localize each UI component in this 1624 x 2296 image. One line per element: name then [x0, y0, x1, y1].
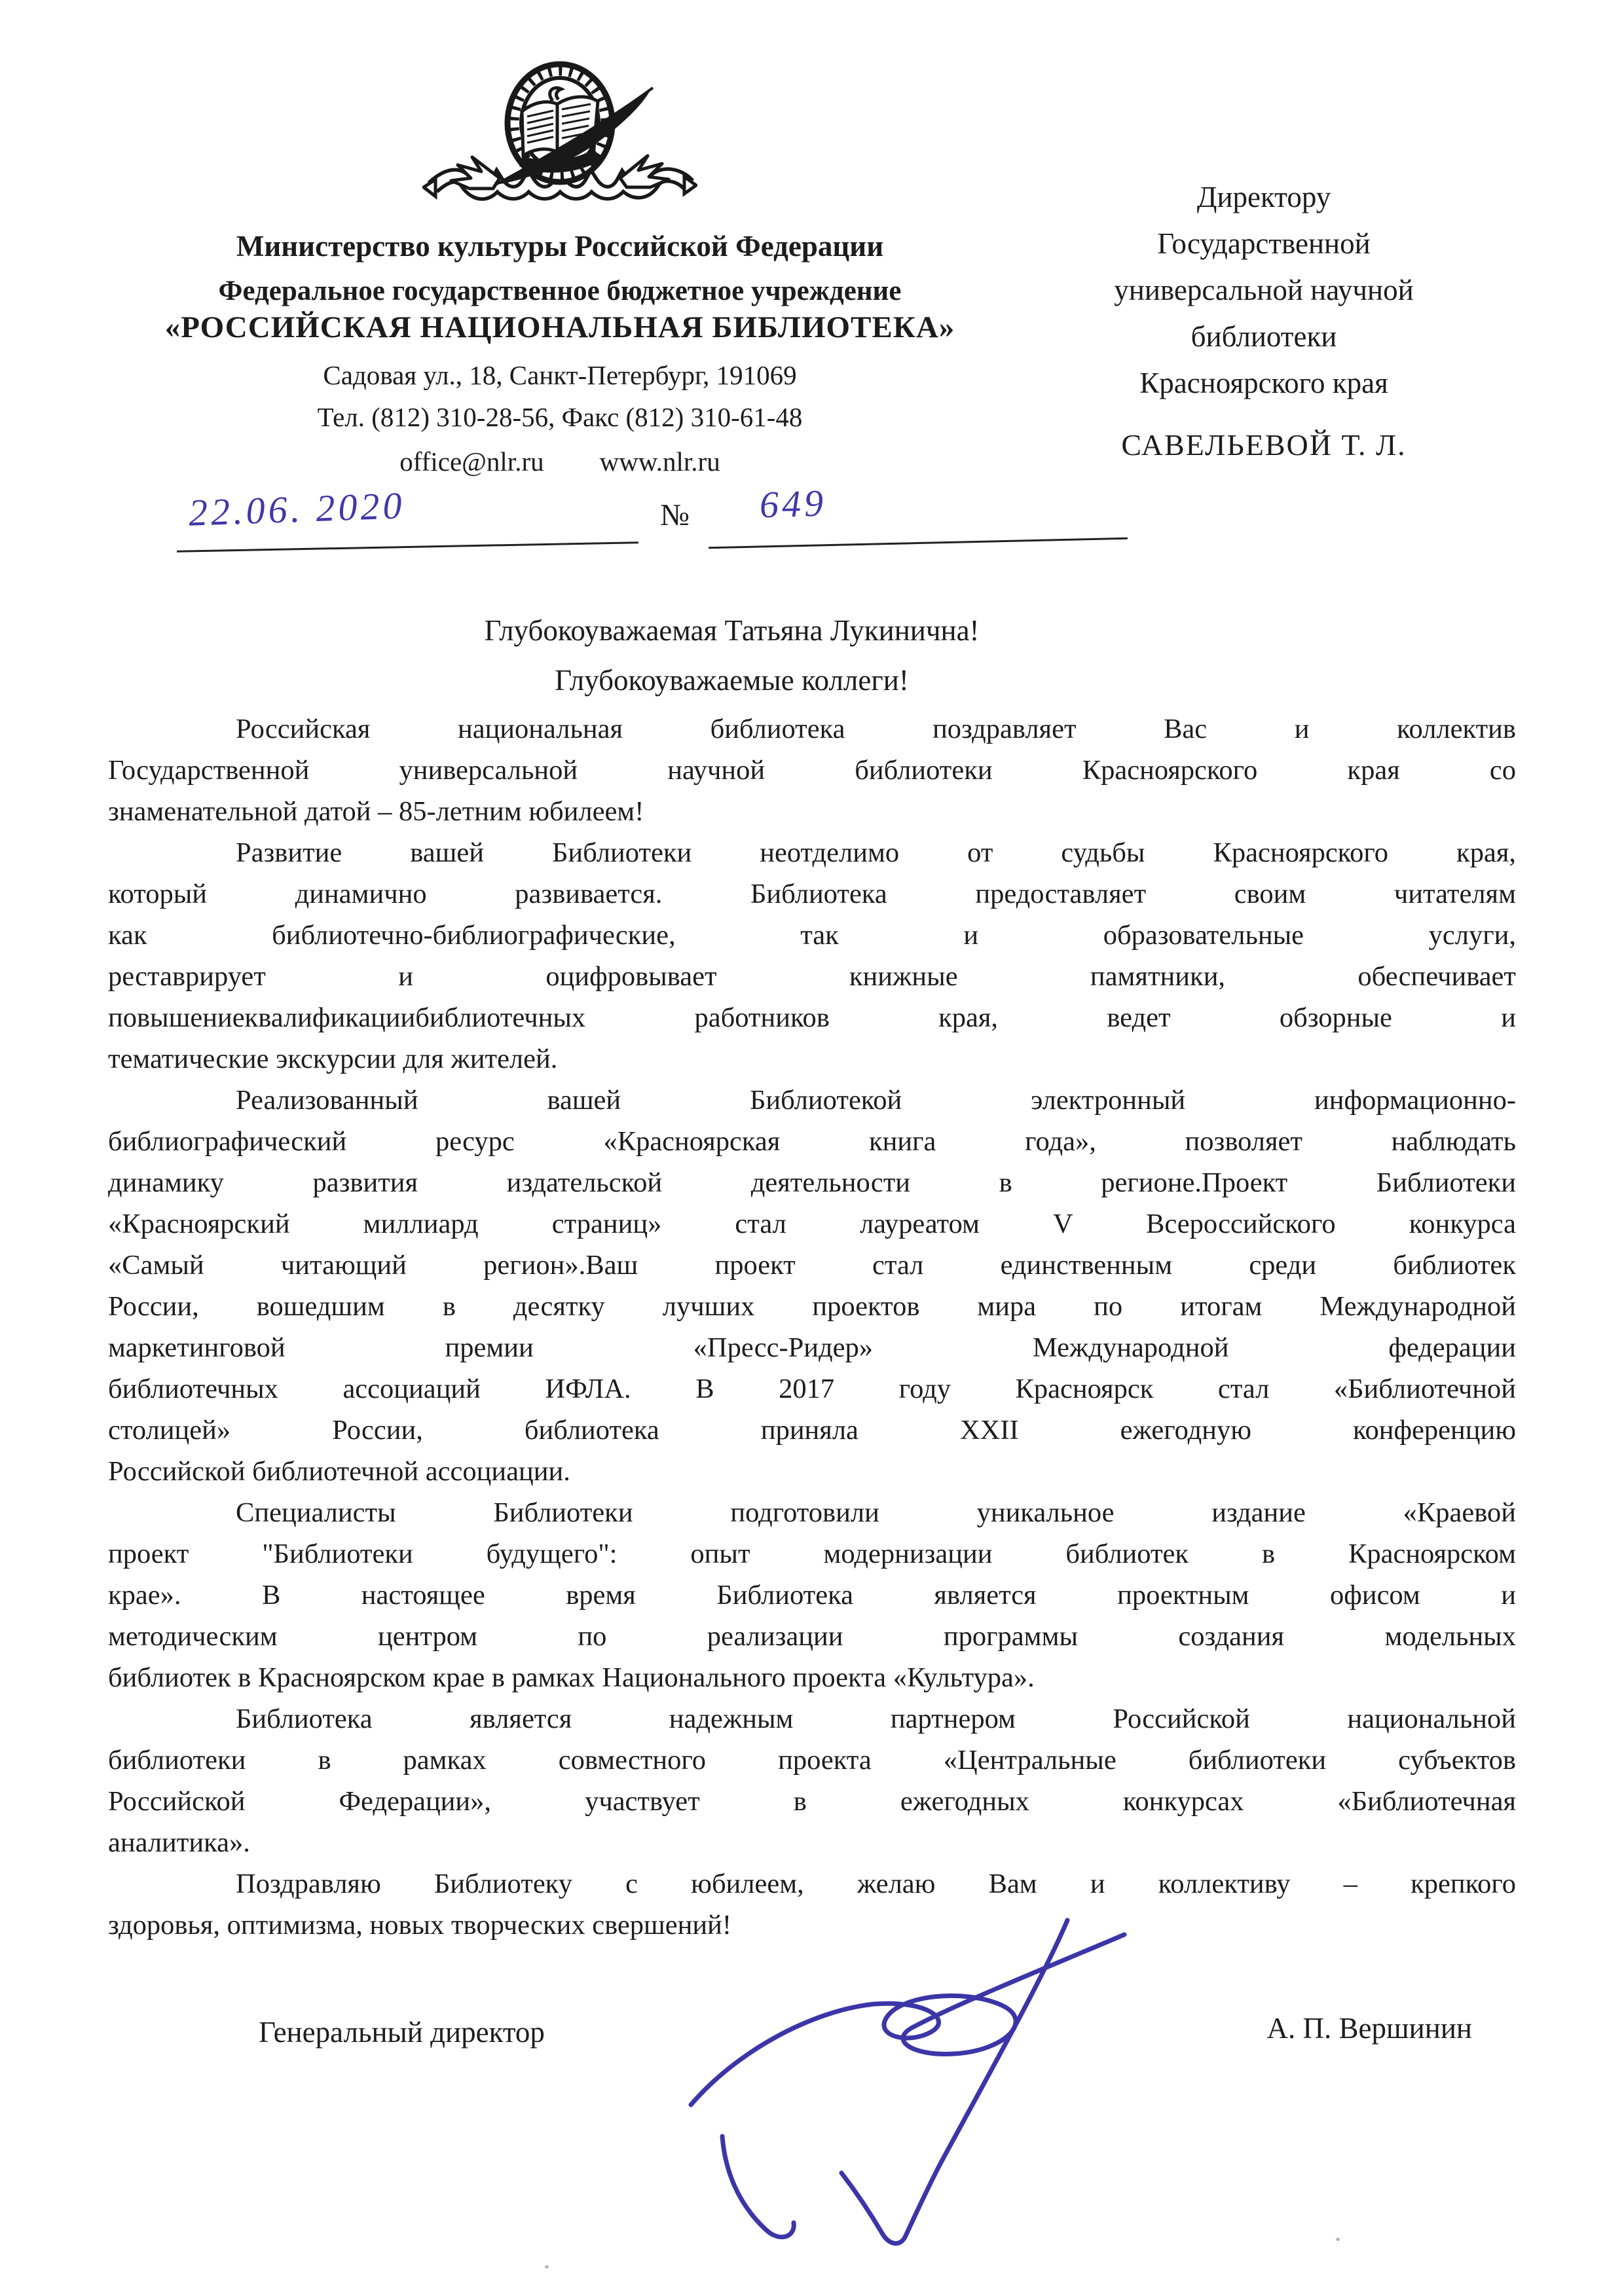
date-underline: [177, 541, 638, 553]
salutation: [108, 606, 1356, 705]
body-line: Специалисты Библиотеки подготовили уникальное издание «Краевой: [236, 1497, 1516, 1528]
paragraph: [108, 1492, 1516, 1698]
number-sign: №: [660, 498, 690, 532]
body-line: динамику развития издательской деятельности в регионе.Проект Библиотеки: [108, 1167, 1516, 1198]
salutation-line-2: Глубокоуважаемые коллеги!: [555, 664, 909, 697]
handwritten-date: 22.06. 2020: [187, 484, 406, 534]
body-line: проект "Библиотеки будущего": опыт модернизации библиотек в Красноярском: [108, 1539, 1516, 1569]
addressee-line: универсальной научной: [1114, 274, 1414, 306]
body-line: Реализованный вашей Библиотекой электронный информационно-: [236, 1085, 1516, 1116]
body-line: России, вошедшим в десятку лучших проектов мира по итогам Международной: [108, 1291, 1516, 1322]
addressee-line: библиотеки: [1190, 320, 1337, 353]
number-underline: [709, 538, 1128, 549]
body-line: тематические экскурсии для жителей.: [108, 1044, 558, 1074]
addressee-line: Государственной: [1157, 227, 1371, 260]
body-line: реставрирует и оцифровывает книжные памятники, обеспечивает: [108, 961, 1516, 992]
body-line: знаменательной датой – 85-летним юбилеем!: [108, 796, 644, 827]
organization-name: «РОССИЙСКАЯ НАЦИОНАЛЬНАЯ БИБЛИОТЕКА»: [164, 310, 955, 344]
signer-position: Генеральный директор: [259, 2016, 545, 2049]
paragraph: [108, 708, 1516, 832]
signer-name: А. П. Вершинин: [1266, 2012, 1472, 2045]
body-line: «Самый читающий регион».Ваш проект стал единственным среди библиотек: [108, 1250, 1516, 1281]
body-line: библиографический ресурс «Красноярская книга года», позволяет наблюдать: [108, 1126, 1516, 1157]
body-line: столицей» России, библиотека приняла XXII ежегодную конференцию: [108, 1415, 1516, 1446]
body-line: крае». В настоящее время Библиотека является проектным офисом и: [108, 1580, 1516, 1611]
body-line: повышениеквалификациибиблиотечных работников края, ведет обзорные и: [108, 1002, 1516, 1033]
ministry-line: Министерство культуры Российской Федерации: [236, 230, 884, 263]
body-line: библиотеки в рамках совместного проекта «Центральные библиотеки субъектов: [108, 1745, 1516, 1776]
body-line: Государственной универсальной научной библиотеки Красноярского края со: [108, 755, 1516, 786]
reference-block: [177, 481, 1133, 564]
addressee-line: Директору: [1196, 181, 1331, 213]
paragraph: [108, 832, 1516, 1080]
institution-line: Федеральное государственное бюджетное учреждение: [218, 276, 902, 306]
scan-artifact-dot: [1336, 2238, 1340, 2241]
salutation-line-1: Глубокоуважаемая Татьяна Лукинична!: [484, 614, 980, 647]
body-line: маркетинговой премии «Пресс-Ридер» Международной федерации: [108, 1332, 1516, 1363]
scan-artifact-dot: [545, 2265, 549, 2269]
body-line: библиотек в Красноярском крае в рамках Национального проекта «Культура».: [108, 1662, 1035, 1693]
paragraph: [108, 1698, 1516, 1863]
body-line: который динамично развивается. Библиотека предоставляет своим читателям: [108, 879, 1516, 909]
addressee-block: [1048, 174, 1480, 462]
website-text: www.nlr.ru: [599, 446, 720, 477]
body-line: Российской библиотечной ассоциации.: [108, 1456, 570, 1487]
body-line: библиотечных ассоциаций ИФЛА. В 2017 году Красноярск стал «Библиотечной: [108, 1374, 1516, 1404]
paragraph: [108, 1080, 1516, 1492]
addressee-line: Красноярского края: [1139, 367, 1388, 399]
contacts-line: [105, 446, 1015, 477]
body-line: Библиотека является надежным партнером Российской национальной: [236, 1704, 1516, 1734]
body-line: Российской Федерации», участвует в ежегодных конкурсах «Библиотечная: [108, 1786, 1516, 1817]
letter-body: [108, 708, 1516, 1946]
letterhead: [105, 58, 1015, 477]
phone-fax-line: Тел. (812) 310-28-56, Факс (812) 310-61-48: [317, 402, 803, 432]
body-line: аналитика».: [108, 1827, 250, 1858]
body-line: «Красноярский миллиард страниц» стал лауреатом V Всероссийского конкурса: [108, 1209, 1516, 1239]
addressee-name: САВЕЛЬЕВОЙ Т. Л.: [1121, 428, 1407, 462]
body-line: методическим центром по реализации программы создания модельных: [108, 1621, 1516, 1652]
body-line: Российская национальная библиотека поздравляет Вас и коллектив: [236, 714, 1516, 744]
body-line: Развитие вашей Библиотеки неотделимо от судьбы Красноярского края,: [236, 837, 1516, 868]
body-line: Поздравляю Библиотеку с юбилеем, желаю Вам и коллективу – крепкого: [236, 1868, 1516, 1899]
signature-autograph-icon: [645, 1908, 1130, 2275]
body-line: как библиотечно-библиографические, так и образовательные услуги,: [108, 920, 1516, 951]
email-text: office@nlr.ru: [399, 446, 544, 477]
library-emblem-icon: [422, 58, 697, 215]
handwritten-number: 649: [759, 481, 827, 526]
body-line: здоровья, оптимизма, новых творческих свершений!: [108, 1910, 731, 1941]
address-line: Садовая ул., 18, Санкт-Петербург, 191069: [323, 360, 797, 390]
